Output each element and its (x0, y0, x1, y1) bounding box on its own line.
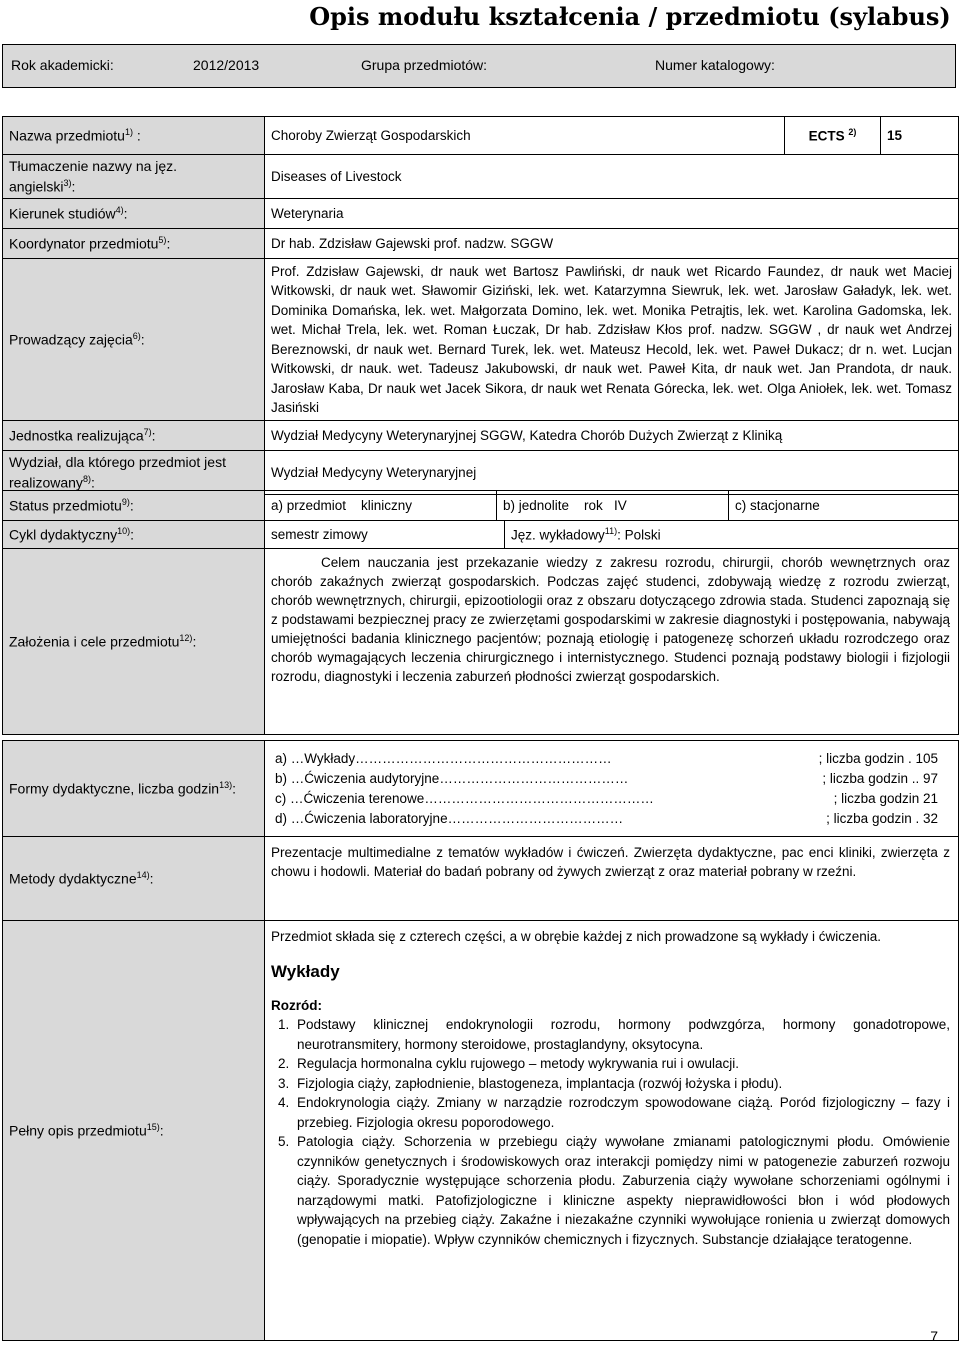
goals-value: Celem nauczania jest przekazanie wiedzy z zakresu rozrodu, chirurgii, chorób wewnętrznych oraz chorób zakaźnych zwierząt gospodarskich. Podczas zajęć studenci, zdobywają wiedzę z rozrodu zwierząt, chorób wewnętrznych, chirurgii, epizootiologii oraz z obszaru dotyczącego zdrowia stada. Studenci zapoznają się z podstawami bezpiecznej pracy ze zwierzętami gospodarskimi w zakresie diagnostyki i postępowania, nabywają umiejętności badania klinicznego pacjentów; poznają etiologię i patogenezę schorzeń układu rozrodczego oraz chorób wymagających leczenia chirurgicznego i internistycznego. Studenci poznają podstawy biologii i fizjologii rozrodu, diagnostyki i leczenia zaburzeń płodności zwierząt gospodarskich. (265, 549, 959, 735)
row-unit (3, 421, 959, 451)
full-intro: Przedmiot składa się z czterech części, a w obrębie każdej z nich prowadzone są wykłady i ćwiczenia. (271, 929, 882, 944)
row-faculty (3, 451, 959, 495)
forms-list (265, 741, 959, 837)
year-value: 2012/2013 (193, 57, 260, 73)
faculty-value: Wydział Medycyny Weterynaryjnej (265, 451, 959, 495)
lectures-heading: Wykłady (271, 962, 340, 981)
lang-cell: Jęz. wykładowy$^{11)}$: Polski (505, 521, 959, 549)
catalog-label: Numer katalogowy: (655, 57, 775, 73)
group-label: Grupa przedmiotów: (361, 57, 488, 73)
year-label: Rok akademicki: (11, 57, 114, 73)
academic-year-bar (2, 44, 956, 88)
teachers-value: Prof. Zdzisław Gajewski, dr nauk wet Bartosz Pawliński, dr nauk wet Ricardo Faundez, dr nauk wet Maciej Witkowski, dr nauk wet. Sławomir Giziński, lek. wet. Katarzymna Siewruk, lek. wet. Jarosław Gaładyk, lek. wet. Dominika Domańska, lek. wet. Małgorzata Domino, lek. wet. Monika Petrajtis, lek. wet. Karolina Gadomska, lek. wet. Michał Trela, lek. wet. Roman Łuczak, Dr hab. Zdzisław Kłos prof. nadzw. SGGW , dr nauk wet Andrzej Bereznowski, dr nauk wet. Bernard Turek, lek. wet. Mateusz Hecold, lek. wet. Paweł Dukacz; dr n. wet. Lucjan Witkowski, dr nauk. wet. Tadeusz Jakubowski, dr nauk wet. Paweł Kita, dr nauk wet. Jan Prandota, dr nauk. Jarosław Kaba, Dr nauk wet Jacek Sikora, dr nauk wet Renata Górecka, lek. wet. Olga Aniołek, lek. wet. Tomasz Jasiński (265, 259, 959, 421)
row-goals (3, 549, 959, 735)
topic-item: 4. Endokrynologia ciąży. Zmiany w narządzie rozrodczym spowodowane ciążą. Poród fizjologiczny – fazy i przebieg. Fizjologia okresu poporodowego. (293, 1093, 950, 1132)
teachers-label: Prowadzący zajęcia$^{6)}$: (3, 259, 265, 421)
unit-label: Jednostka realizująca$^{7)}$: (3, 421, 265, 451)
topic-item: 2. Regulacja hormonalna cyklu rujowego – metody wykrywania rui i owulacji. (293, 1054, 950, 1074)
status-label: Status przedmiotu$^{9)}$: (3, 491, 265, 521)
direction-value: Weterynaria (265, 199, 959, 229)
row-coordinator (3, 229, 959, 259)
row-direction (3, 199, 959, 229)
goals-table (2, 548, 959, 735)
topic-list (271, 1015, 950, 1249)
row-cycle (3, 521, 959, 549)
faculty-label: Wydział, dla którego przedmiot jest realizowany$^{8)}$: (3, 451, 265, 495)
status-a: a) przedmiot kliniczny (265, 491, 497, 521)
translation-label: Tłumaczenie nazwy na jęz. angielski$^{3)}$: (3, 155, 265, 199)
unit-value: Wydział Medycyny Weterynaryjnej SGGW, Katedra Chorób Dużych Zwierząt z Kliniką (265, 421, 959, 451)
cycle-table (2, 520, 959, 549)
form-item: b) …Ćwiczenia audytoryjne …………………………………… ; liczba godzin .. 97 (275, 770, 938, 786)
topic-item: 1. Podstawy klinicznej endokrynologii rozrodu, hormony podwzgórza, hormony gonadotropowe, neurotransmitery, hormony steroidowe, prostaglandyny, oksytocyna. (293, 1015, 950, 1054)
syllabus-table (2, 116, 959, 155)
status-b: b) jednolite rok IV (497, 491, 729, 521)
row-full-description (3, 921, 959, 1341)
ects-value: 15 (881, 117, 959, 155)
cycle-value: semestr zimowy (265, 521, 505, 549)
form-item: a) …Wykłady ………………………………………………… ; liczba godzin . 105 (275, 750, 938, 766)
form-item: d) …Ćwiczenia laboratoryjne ………………………………… ; liczba godzin . 32 (275, 810, 938, 826)
status-c: c) stacjonarne (729, 491, 959, 521)
topic-item: 3. Fizjologia ciąży, zapłodnienie, blastogeneza, implantacja (rozwój łożyska i płodu). (293, 1074, 950, 1094)
topic-heading: Rozród: (271, 998, 322, 1013)
row-forms (3, 741, 959, 837)
page-number: 7 (930, 1328, 938, 1344)
details-table (2, 154, 959, 495)
status-table (2, 490, 959, 521)
coordinator-label: Koordynator przedmiotu$^{5)}$: (3, 229, 265, 259)
methods-value: Prezentacje multimedialne z tematów wykładów i ćwiczeń. Zwierzęta dydaktyczne, pac enci kliniki, zwierzęta z chowu i hodowli. Materiał do badań pobrany od żywych zwierząt z oraz materiał pobrany w rzeźni. (265, 837, 959, 921)
document-title: Opis modułu kształcenia / przedmiotu (sylabus) (309, 2, 951, 31)
forms-label: Formy dydaktyczne, liczba godzin$^{13)}$: (3, 741, 265, 837)
goals-label: Założenia i cele przedmiotu$^{12)}$: (3, 549, 265, 735)
row-methods (3, 837, 959, 921)
forms-table (2, 740, 959, 1341)
row-status (3, 491, 959, 521)
ects-label: ECTS $^{2)}$ (785, 117, 881, 155)
coordinator-value: Dr hab. Zdzisław Gajewski prof. nadzw. SGGW (265, 229, 959, 259)
form-item: c) …Ćwiczenia terenowe …………………………………………… ; liczba godzin 21 (275, 790, 938, 806)
name-label: Nazwa przedmiotu$^{1)}$ : (3, 117, 265, 155)
translation-value: Diseases of Livestock (265, 155, 959, 199)
topic-item: 5. Patologia ciąży. Schorzenia w przebiegu ciąży wywołane zmianami patologicznymi płodu. Omówienie czynników genetycznych i środowiskowych oraz interakcji pomiędzy nimi w patogenezie zaburzeń rozwoju ciąży. Sporadycznie występujące schorzenia płodu. Zaburzenia ciąży wywołane schorzeniami ogólnymi i narządowymi matki. Patofizjologiczne i kliniczne aspekty nieprawidłowości błon i wód płodowych wpływających na przebieg ciąży. Zakaźne i niezakaźne czynniki wywołujące ronienia u zwierząt domowych (genopatie i miopatie). Wpływ czynników chemicznych i fizycznych. Substancje działające teratogenne. (293, 1132, 950, 1249)
full-description (265, 921, 959, 1341)
name-value: Choroby Zwierząt Gospodarskich (265, 117, 785, 155)
full-label: Pełny opis przedmiotu$^{15)}$: (3, 921, 265, 1341)
direction-label: Kierunek studiów$^{4)}$: (3, 199, 265, 229)
row-name (3, 117, 959, 155)
row-teachers (3, 259, 959, 421)
row-translation (3, 155, 959, 199)
methods-label: Metody dydaktyczne$^{14)}$: (3, 837, 265, 921)
cycle-label: Cykl dydaktyczny$^{10)}$: (3, 521, 265, 549)
